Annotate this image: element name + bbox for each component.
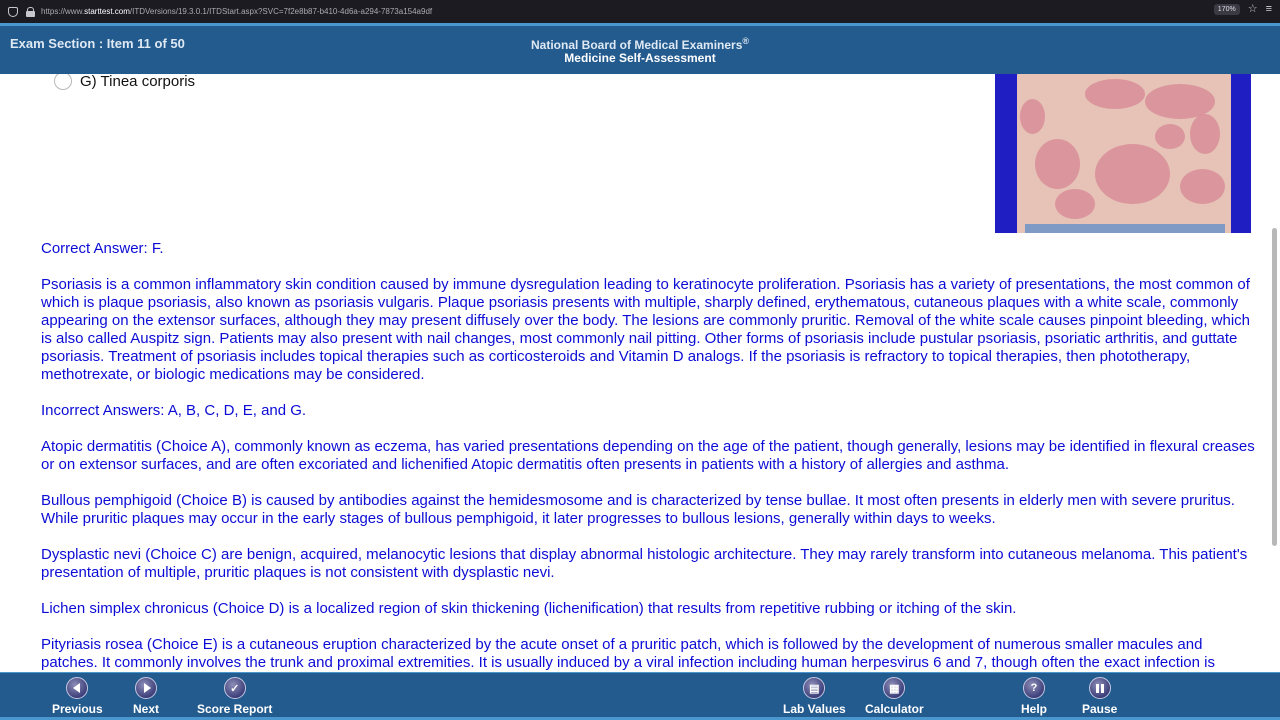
previous-button[interactable]: [52, 677, 103, 716]
url-prefix: https://www.: [41, 7, 85, 16]
score-report-label: Score Report: [197, 702, 273, 716]
help-button[interactable]: [1021, 677, 1047, 716]
calculator-button[interactable]: [865, 677, 924, 716]
pause-icon: [1089, 677, 1111, 699]
calculator-icon: ▦: [883, 677, 905, 699]
next-arrow-icon: [135, 677, 157, 699]
help-icon: ?: [1023, 677, 1045, 699]
pause-button[interactable]: [1082, 677, 1117, 716]
previous-arrow-icon: [66, 677, 88, 699]
assessment-title: Medicine Self-Assessment: [564, 51, 716, 65]
answer-choice-g-label: G) Tinea corporis: [80, 74, 196, 90]
help-label: Help: [1021, 702, 1048, 716]
tracking-shield-icon[interactable]: [8, 7, 18, 17]
previous-label: Previous: [52, 702, 103, 716]
radio-button-g[interactable]: [54, 74, 72, 90]
registered-mark: ®: [742, 36, 750, 46]
url-path: /ITDVersions/19.3.0.1/ITDStart.aspx?SVC=7f2e8b87-b410-4d6a-a294-7873a154a9df: [129, 7, 433, 16]
url-field[interactable]: [41, 7, 432, 16]
board-name: National Board of Medical Examiners: [530, 38, 743, 52]
next-label: Next: [133, 702, 160, 716]
board-title: [0, 36, 1280, 52]
lock-icon[interactable]: [26, 7, 35, 17]
exam-section-label: Exam Section : Item 11 of 50: [10, 36, 185, 51]
plaque: [1035, 139, 1080, 189]
plaque: [1095, 144, 1170, 204]
plaque: [1020, 99, 1045, 134]
lab-values-icon: ▤: [803, 677, 825, 699]
answer-explanation: [41, 240, 1256, 672]
question-content: [0, 74, 1270, 672]
answer-choice-g[interactable]: [54, 74, 195, 90]
next-button[interactable]: [133, 677, 159, 716]
pause-label: Pause: [1082, 702, 1118, 716]
url-domain: starttest.com: [84, 7, 130, 16]
correct-answer-line: Correct Answer: F.: [41, 240, 164, 257]
choice-b-explanation: Bullous pemphigoid (Choice B) is caused by antibodies against the hemidesmosome and is characterized by tense bullae. It most often presents in elderly men with severe pruritus. While pruritic plaques may occur in the early stages of bullous pemphigoid, it later progresses to bullous lesions, generally within days to weeks.: [41, 492, 1235, 527]
plaque: [1180, 169, 1225, 204]
content-scrollbar[interactable]: [1272, 228, 1277, 546]
bookmark-star-icon[interactable]: ☆: [1247, 3, 1258, 15]
score-report-button[interactable]: [197, 677, 272, 716]
zoom-level-badge[interactable]: 170%: [1214, 4, 1240, 15]
url-bar-actions: [1214, 4, 1272, 15]
incorrect-answers-line: Incorrect Answers: A, B, C, D, E, and G.: [41, 402, 307, 419]
exam-footer: [0, 672, 1280, 720]
psoriasis-explanation: Psoriasis is a common inflammatory skin condition caused by immune dysregulation leading to keratinocyte proliferation. Psoriasis has a variety of presentations, the most common of which is plaque psoriasis, also known as psoriasis vulgaris. Plaque psoriasis presents with multiple, sharply defined, erythematous, cutaneous plaques with a white scale, commonly appearing on the extensor surfaces, although they may present diffusely over the body. The lesions are commonly pruritic. Removal of the white scale causes pinpoint bleeding, which is also called Auspitz sign. Patients may also present with nail changes, most commonly nail pitting. Other forms of psoriasis include pustular psoriasis, psoriatic arthritis, and guttate psoriasis. Treatment of psoriasis includes topical therapies such as corticosteroids and Vitamin D analogs. If the psoriasis is refractory to topical therapies, then phototherapy, methotrexate, or biologic medications may be considered.: [41, 276, 1251, 383]
calculator-label: Calculator: [865, 702, 924, 716]
lab-values-button[interactable]: [783, 677, 846, 716]
clinical-image[interactable]: [995, 74, 1251, 233]
plaque: [1055, 189, 1095, 219]
patient-jeans: [1025, 224, 1225, 233]
choice-c-explanation: Dysplastic nevi (Choice C) are benign, acquired, melanocytic lesions that display abnormal histologic architecture. They may rarely transform into cutaneous melanoma. This patient's presentation of multiple, pruritic plaques is not consistent with dysplastic nevi.: [41, 546, 1248, 581]
lab-values-label: Lab Values: [783, 702, 846, 716]
plaque: [1085, 79, 1145, 109]
plaque: [1155, 124, 1185, 149]
choice-e-explanation: Pityriasis rosea (Choice E) is a cutaneous eruption characterized by the acute onset of a pruritic patch, which is followed by the development of numerous smaller macules and patches. It commonly involves the trunk and proximal extremities. It is usually induced by a viral infection including human herpesvirus 6 and 7, though often the exact infection is: [41, 636, 1215, 671]
choice-d-explanation: Lichen simplex chronicus (Choice D) is a localized region of skin thickening (lichenification) that results from repetitive rubbing or itching of the skin.: [41, 600, 1017, 617]
exam-header: [0, 23, 1280, 74]
plaque: [1190, 114, 1220, 154]
menu-icon[interactable]: ≡: [1265, 3, 1272, 15]
choice-a-explanation: Atopic dermatitis (Choice A), commonly known as eczema, has varied presentations depending on the age of the patient, though generally, lesions may be identified in flexural creases or on extensor surfaces, and are often excoriated and lichenified Atopic dermatitis often presents in patients with a history of allergies and asthma.: [41, 438, 1255, 473]
browser-url-bar: [0, 0, 1280, 23]
checkmark-icon: ✓: [224, 677, 246, 699]
